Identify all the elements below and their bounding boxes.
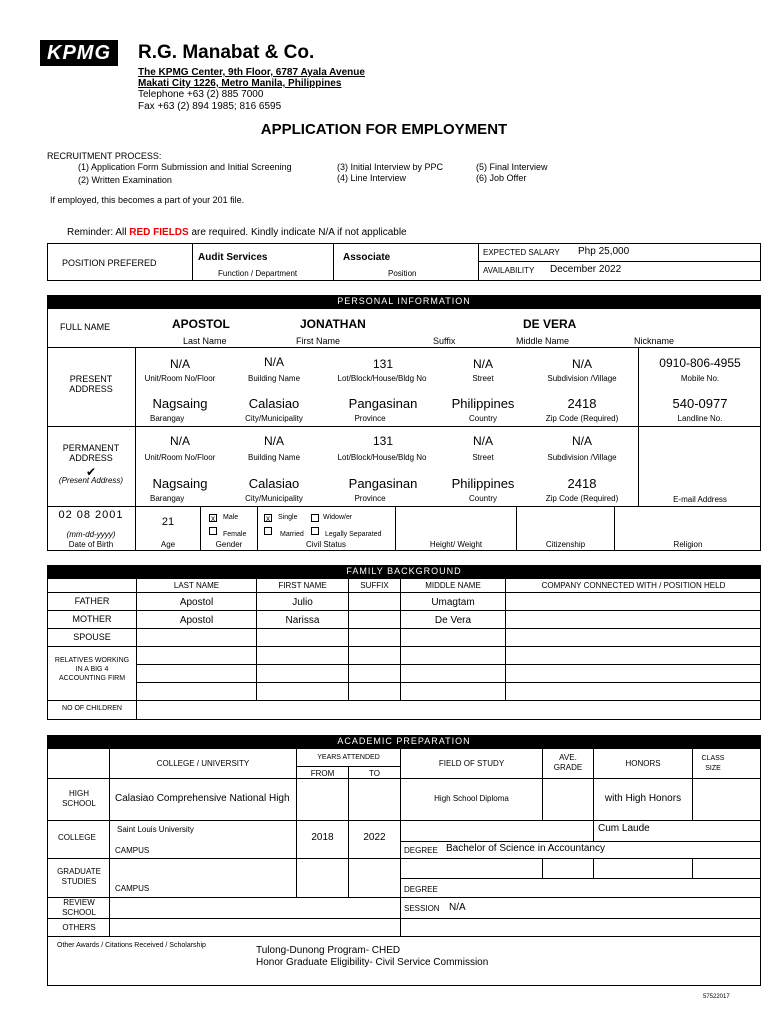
- position-sub-label: Position: [388, 269, 417, 278]
- father-first[interactable]: Julio: [292, 597, 313, 608]
- lbl-last-name: Last Name: [183, 336, 227, 346]
- position-value[interactable]: Associate: [343, 252, 391, 263]
- kpmg-logo: KPMG: [40, 40, 118, 66]
- availability-value[interactable]: December 2022: [550, 264, 622, 275]
- widower-checkbox[interactable]: [311, 514, 319, 522]
- lbl-barangay: Barangay: [150, 414, 185, 423]
- age-value[interactable]: 21: [161, 516, 175, 528]
- lbl-country: Country: [468, 494, 497, 503]
- session-label: SESSION: [404, 904, 440, 913]
- lbl-first-name: First Name: [296, 336, 341, 346]
- lbl-landline: Landline No.: [677, 414, 723, 423]
- col-to: TO: [369, 769, 380, 778]
- mother-middle[interactable]: De Vera: [434, 615, 472, 626]
- permanent-address-label: PERMANENT ADDRESS: [62, 443, 120, 463]
- present-city[interactable]: Calasiao: [248, 396, 300, 411]
- present-subdivision[interactable]: N/A: [571, 357, 592, 371]
- mother-label: MOTHER: [72, 614, 112, 624]
- permanent-province[interactable]: Pangasinan: [348, 476, 418, 491]
- lbl-province: Province: [354, 414, 386, 423]
- step-6: (6) Job Offer: [476, 173, 527, 183]
- availability-label: AVAILABILITY: [483, 266, 535, 275]
- children-label: NO OF CHILDREN: [62, 705, 122, 712]
- female-checkbox[interactable]: [209, 527, 217, 535]
- family-bar: FAMILY BACKGROUND: [47, 565, 761, 578]
- present-building[interactable]: N/A: [263, 355, 284, 369]
- company-name: R.G. Manabat & Co.: [138, 42, 315, 63]
- grad-label: GRADUATE STUDIES: [57, 867, 101, 886]
- hs-school[interactable]: Calasiao Comprehensive National High: [115, 793, 290, 804]
- col-college: COLLEGE / UNIVERSITY: [156, 759, 250, 768]
- hs-field[interactable]: High School Diploma: [434, 794, 509, 803]
- lbl-middle-name: Middle Name: [516, 336, 570, 346]
- hs-honors[interactable]: with High Honors: [604, 793, 682, 804]
- lbl-suffix: Suffix: [433, 336, 456, 346]
- permanent-barangay[interactable]: Nagsaing: [152, 476, 208, 491]
- mother-last[interactable]: Apostol: [179, 615, 214, 626]
- married-checkbox[interactable]: [264, 527, 272, 535]
- col-last-name: LAST NAME: [173, 581, 220, 590]
- grad-campus-label: CAMPUS: [115, 884, 150, 893]
- lbl-zip: Zip Code (Required): [545, 494, 619, 503]
- last-name-value[interactable]: APOSTOL: [172, 317, 230, 331]
- position-label: POSITION PREFERED: [62, 258, 157, 268]
- single-checkbox[interactable]: x: [266, 514, 270, 523]
- others-label: OTHERS: [62, 923, 96, 932]
- present-zip[interactable]: 2418: [567, 396, 597, 411]
- father-middle[interactable]: Umagtam: [431, 597, 475, 608]
- present-lot[interactable]: 131: [372, 357, 394, 371]
- address-line-1: The KPMG Center, 9th Floor, 6787 Ayala Avenue: [138, 67, 365, 78]
- lbl-unit: Unit/Room No/Floor: [144, 453, 216, 462]
- permanent-street[interactable]: N/A: [472, 434, 493, 448]
- present-street[interactable]: N/A: [472, 357, 493, 371]
- step-3: (3) Initial Interview by PPC: [337, 162, 444, 172]
- permanent-country[interactable]: Philippines: [451, 476, 515, 491]
- award-2[interactable]: Honor Graduate Eligibility- Civil Service Commission: [256, 957, 489, 968]
- separated-label: Legally Separated: [325, 531, 382, 538]
- lbl-citizenship: Citizenship: [545, 540, 586, 549]
- single-label: Single: [278, 514, 298, 521]
- full-name-label: FULL NAME: [60, 322, 111, 332]
- footer-code: 57522017: [703, 994, 730, 1000]
- permanent-unit[interactable]: N/A: [169, 434, 190, 448]
- permanent-note: (Present Address): [58, 476, 124, 485]
- male-checkbox[interactable]: x: [211, 514, 215, 523]
- present-mobile[interactable]: 0910-806-4955: [659, 356, 741, 370]
- permanent-zip[interactable]: 2418: [567, 476, 597, 491]
- function-value[interactable]: Audit Services: [198, 252, 268, 263]
- lbl-street: Street: [472, 453, 494, 462]
- lbl-mobile: Mobile No.: [680, 374, 720, 383]
- col-first-name: FIRST NAME: [278, 581, 327, 590]
- female-label: Female: [223, 531, 247, 538]
- address-line-2: Makati City 1226, Metro Manila, Philippines: [138, 78, 342, 89]
- college-school[interactable]: Saint Louis University: [117, 825, 194, 834]
- permanent-subdivision[interactable]: N/A: [571, 434, 592, 448]
- col-years: YEARS ATTENDED: [317, 754, 380, 761]
- col-field: FIELD OF STUDY: [438, 759, 505, 768]
- lbl-gender: Gender: [215, 540, 243, 549]
- college-from[interactable]: 2018: [311, 832, 334, 843]
- present-unit[interactable]: N/A: [169, 357, 190, 371]
- session-value[interactable]: N/A: [449, 902, 466, 913]
- step-1: (1) Application Form Submission and Initial Screening: [78, 162, 292, 172]
- lbl-civil-status: Civil Status: [305, 540, 346, 549]
- lbl-height-weight: Height/ Weight: [429, 540, 483, 549]
- lbl-dob: Date of Birth: [68, 540, 114, 549]
- present-landline[interactable]: 540-0977: [672, 396, 728, 411]
- present-address-label: PRESENT ADDRESS: [69, 374, 113, 394]
- salary-label: EXPECTED SALARY: [483, 248, 560, 257]
- step-4: (4) Line Interview: [337, 173, 407, 183]
- college-label: COLLEGE: [58, 833, 96, 842]
- lbl-subdivision: Subdivision /Village: [547, 374, 617, 383]
- dob-value[interactable]: 02 08 2001: [58, 509, 124, 521]
- page-title: APPLICATION FOR EMPLOYMENT: [260, 121, 508, 138]
- col-suffix: SUFFIX: [360, 581, 389, 590]
- salary-value[interactable]: Php 25,000: [578, 246, 630, 257]
- awards-label: Other Awards / Citations Received / Scholarship: [57, 942, 206, 949]
- lbl-barangay: Barangay: [150, 494, 185, 503]
- lbl-nickname: Nickname: [634, 336, 675, 346]
- male-label: Male: [223, 514, 239, 521]
- grad-degree-label: DEGREE: [404, 885, 438, 894]
- col-class-size: CLASS SIZE: [701, 755, 725, 772]
- degree-label: DEGREE: [404, 846, 438, 855]
- present-country[interactable]: Philippines: [451, 396, 515, 411]
- widower-label: Widow/er: [323, 514, 353, 521]
- college-to[interactable]: 2022: [363, 832, 386, 843]
- lbl-lot: Lot/Block/House/Bldg No: [337, 453, 427, 462]
- academic-box: [47, 748, 761, 986]
- col-grade: AVE. GRADE: [553, 753, 583, 772]
- recruitment-heading: RECRUITMENT PROCESS:: [47, 151, 162, 161]
- college-degree[interactable]: Bachelor of Science in Accountancy: [446, 843, 605, 854]
- lbl-city: City/Municipality: [245, 494, 303, 503]
- academic-bar: ACADEMIC PREPARATION: [47, 735, 761, 748]
- separated-checkbox[interactable]: [311, 527, 319, 535]
- lbl-zip: Zip Code (Required): [545, 414, 619, 423]
- personal-info-bar: PERSONAL INFORMATION: [47, 295, 761, 308]
- step-2: (2) Written Examination: [78, 175, 172, 185]
- hs-label: HIGH SCHOOL: [62, 789, 96, 808]
- col-honors: HONORS: [625, 759, 661, 768]
- father-label: FATHER: [74, 596, 110, 606]
- col-company: COMPANY CONNECTED WITH / POSITION HELD: [541, 581, 726, 590]
- lbl-email: E-mail Address: [673, 495, 727, 504]
- permanent-city[interactable]: Calasiao: [248, 476, 300, 491]
- lbl-country: Country: [468, 414, 497, 423]
- step-5: (5) Final Interview: [476, 162, 548, 172]
- college-honors[interactable]: Cum Laude: [598, 823, 650, 834]
- lbl-lot: Lot/Block/House/Bldg No: [337, 374, 427, 383]
- middle-name-value[interactable]: DE VERA: [523, 317, 577, 331]
- award-1[interactable]: Tulong-Dunong Program- CHED: [256, 945, 401, 956]
- lbl-building: Building Name: [247, 374, 301, 383]
- review-label: REVIEW SCHOOL: [62, 898, 96, 917]
- lbl-age: Age: [160, 540, 176, 549]
- lbl-building: Building Name: [247, 453, 301, 462]
- lbl-street: Street: [472, 374, 494, 383]
- telephone: Telephone +63 (2) 885 7000: [138, 89, 264, 100]
- col-middle-name: MIDDLE NAME: [425, 581, 481, 590]
- col-from: FROM: [310, 769, 335, 778]
- lbl-subdivision: Subdivision /Village: [547, 453, 617, 462]
- fax: Fax +63 (2) 894 1985; 816 6595: [138, 101, 282, 112]
- lbl-religion: Religion: [673, 540, 703, 549]
- relatives-label: RELATIVES WORKING IN A BIG 4 ACCOUNTING FIRM: [54, 657, 130, 682]
- reminder: Reminder: All RED FIELDS are required. Kindly indicate N/A if not applicable: [67, 227, 407, 238]
- spouse-label: SPOUSE: [73, 632, 111, 642]
- permanent-building[interactable]: N/A: [263, 434, 284, 448]
- permanent-check[interactable]: ✔: [85, 465, 97, 479]
- lbl-unit: Unit/Room No/Floor: [144, 374, 216, 383]
- father-last[interactable]: Apostol: [179, 597, 214, 608]
- campus-label: CAMPUS: [115, 846, 150, 855]
- lbl-city: City/Municipality: [245, 414, 303, 423]
- present-province[interactable]: Pangasinan: [348, 396, 418, 411]
- first-name-value[interactable]: JONATHAN: [300, 317, 366, 331]
- married-label: Married: [280, 531, 304, 538]
- dob-format: (mm-dd-yyyy): [66, 530, 116, 539]
- permanent-lot[interactable]: 131: [372, 434, 394, 448]
- mother-first[interactable]: Narissa: [285, 615, 320, 626]
- present-barangay[interactable]: Nagsaing: [152, 396, 208, 411]
- function-label: Function / Department: [218, 269, 298, 278]
- note-201: If employed, this becomes a part of your 201 file.: [50, 195, 245, 205]
- lbl-province: Province: [354, 494, 386, 503]
